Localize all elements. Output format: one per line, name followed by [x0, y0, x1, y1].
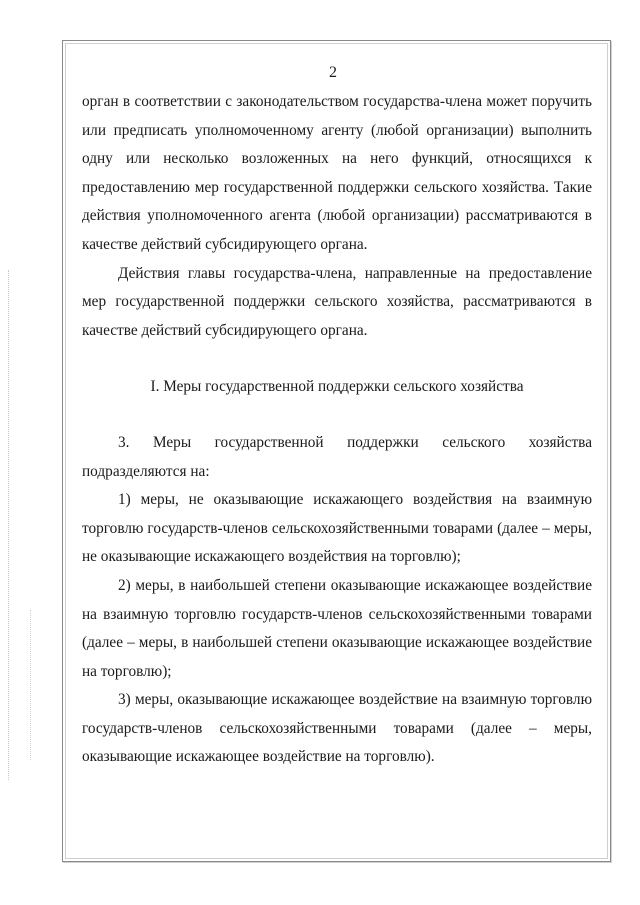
paragraph-head-of-state: Действия главы государства-члена, направленные на предоставление мер государственной поддержки сельского хозяйства, рассматриваются в качестве действий субсидирующего органа. — [82, 264, 592, 339]
page-number: 2 — [329, 64, 337, 81]
section-heading: I. Меры государственной поддержки сельского хозяйства — [150, 378, 524, 396]
scan-artifact — [8, 270, 13, 780]
list-item-2: 2) меры, в наибольшей степени оказывающие искажающее воздействие на взаимную торговлю государств-членов сельскохозяйственными товарами (далее – меры, в наибольшей степени оказывающие искажающее воздействие на торговлю); — [82, 576, 592, 680]
list-item-1: 1) меры, не оказывающие искажающего воздействия на взаимную торговлю государств-членов сельскохозяйственными товарами (далее – меры, не оказывающие искажающего воздействия на торговлю); — [82, 491, 592, 566]
list-item-3: 3) меры, оказывающие искажающее воздействие на взаимную торговлю государств-членов сельскохозяйственными товарами (далее – меры, оказывающие искажающее воздействие на торговлю). — [82, 691, 592, 766]
paragraph-3-intro: 3. Меры государственной поддержки сельского хозяйства подразделяются на: — [82, 433, 592, 480]
document-body — [82, 58, 592, 772]
paragraph-continuation: орган в соответствии с законодательством государства-члена может поручить или предписать уполномоченному агенту (любой организации) выполнить одну или несколько возложенных на него функций, относящихся к предоставлению мер государственной поддержки сельского хозяйства. Такие действия уполномоченного агента (любой организации) рассматриваются в качестве действий субсидирующего органа. — [82, 93, 592, 253]
scan-artifact — [30, 610, 33, 760]
